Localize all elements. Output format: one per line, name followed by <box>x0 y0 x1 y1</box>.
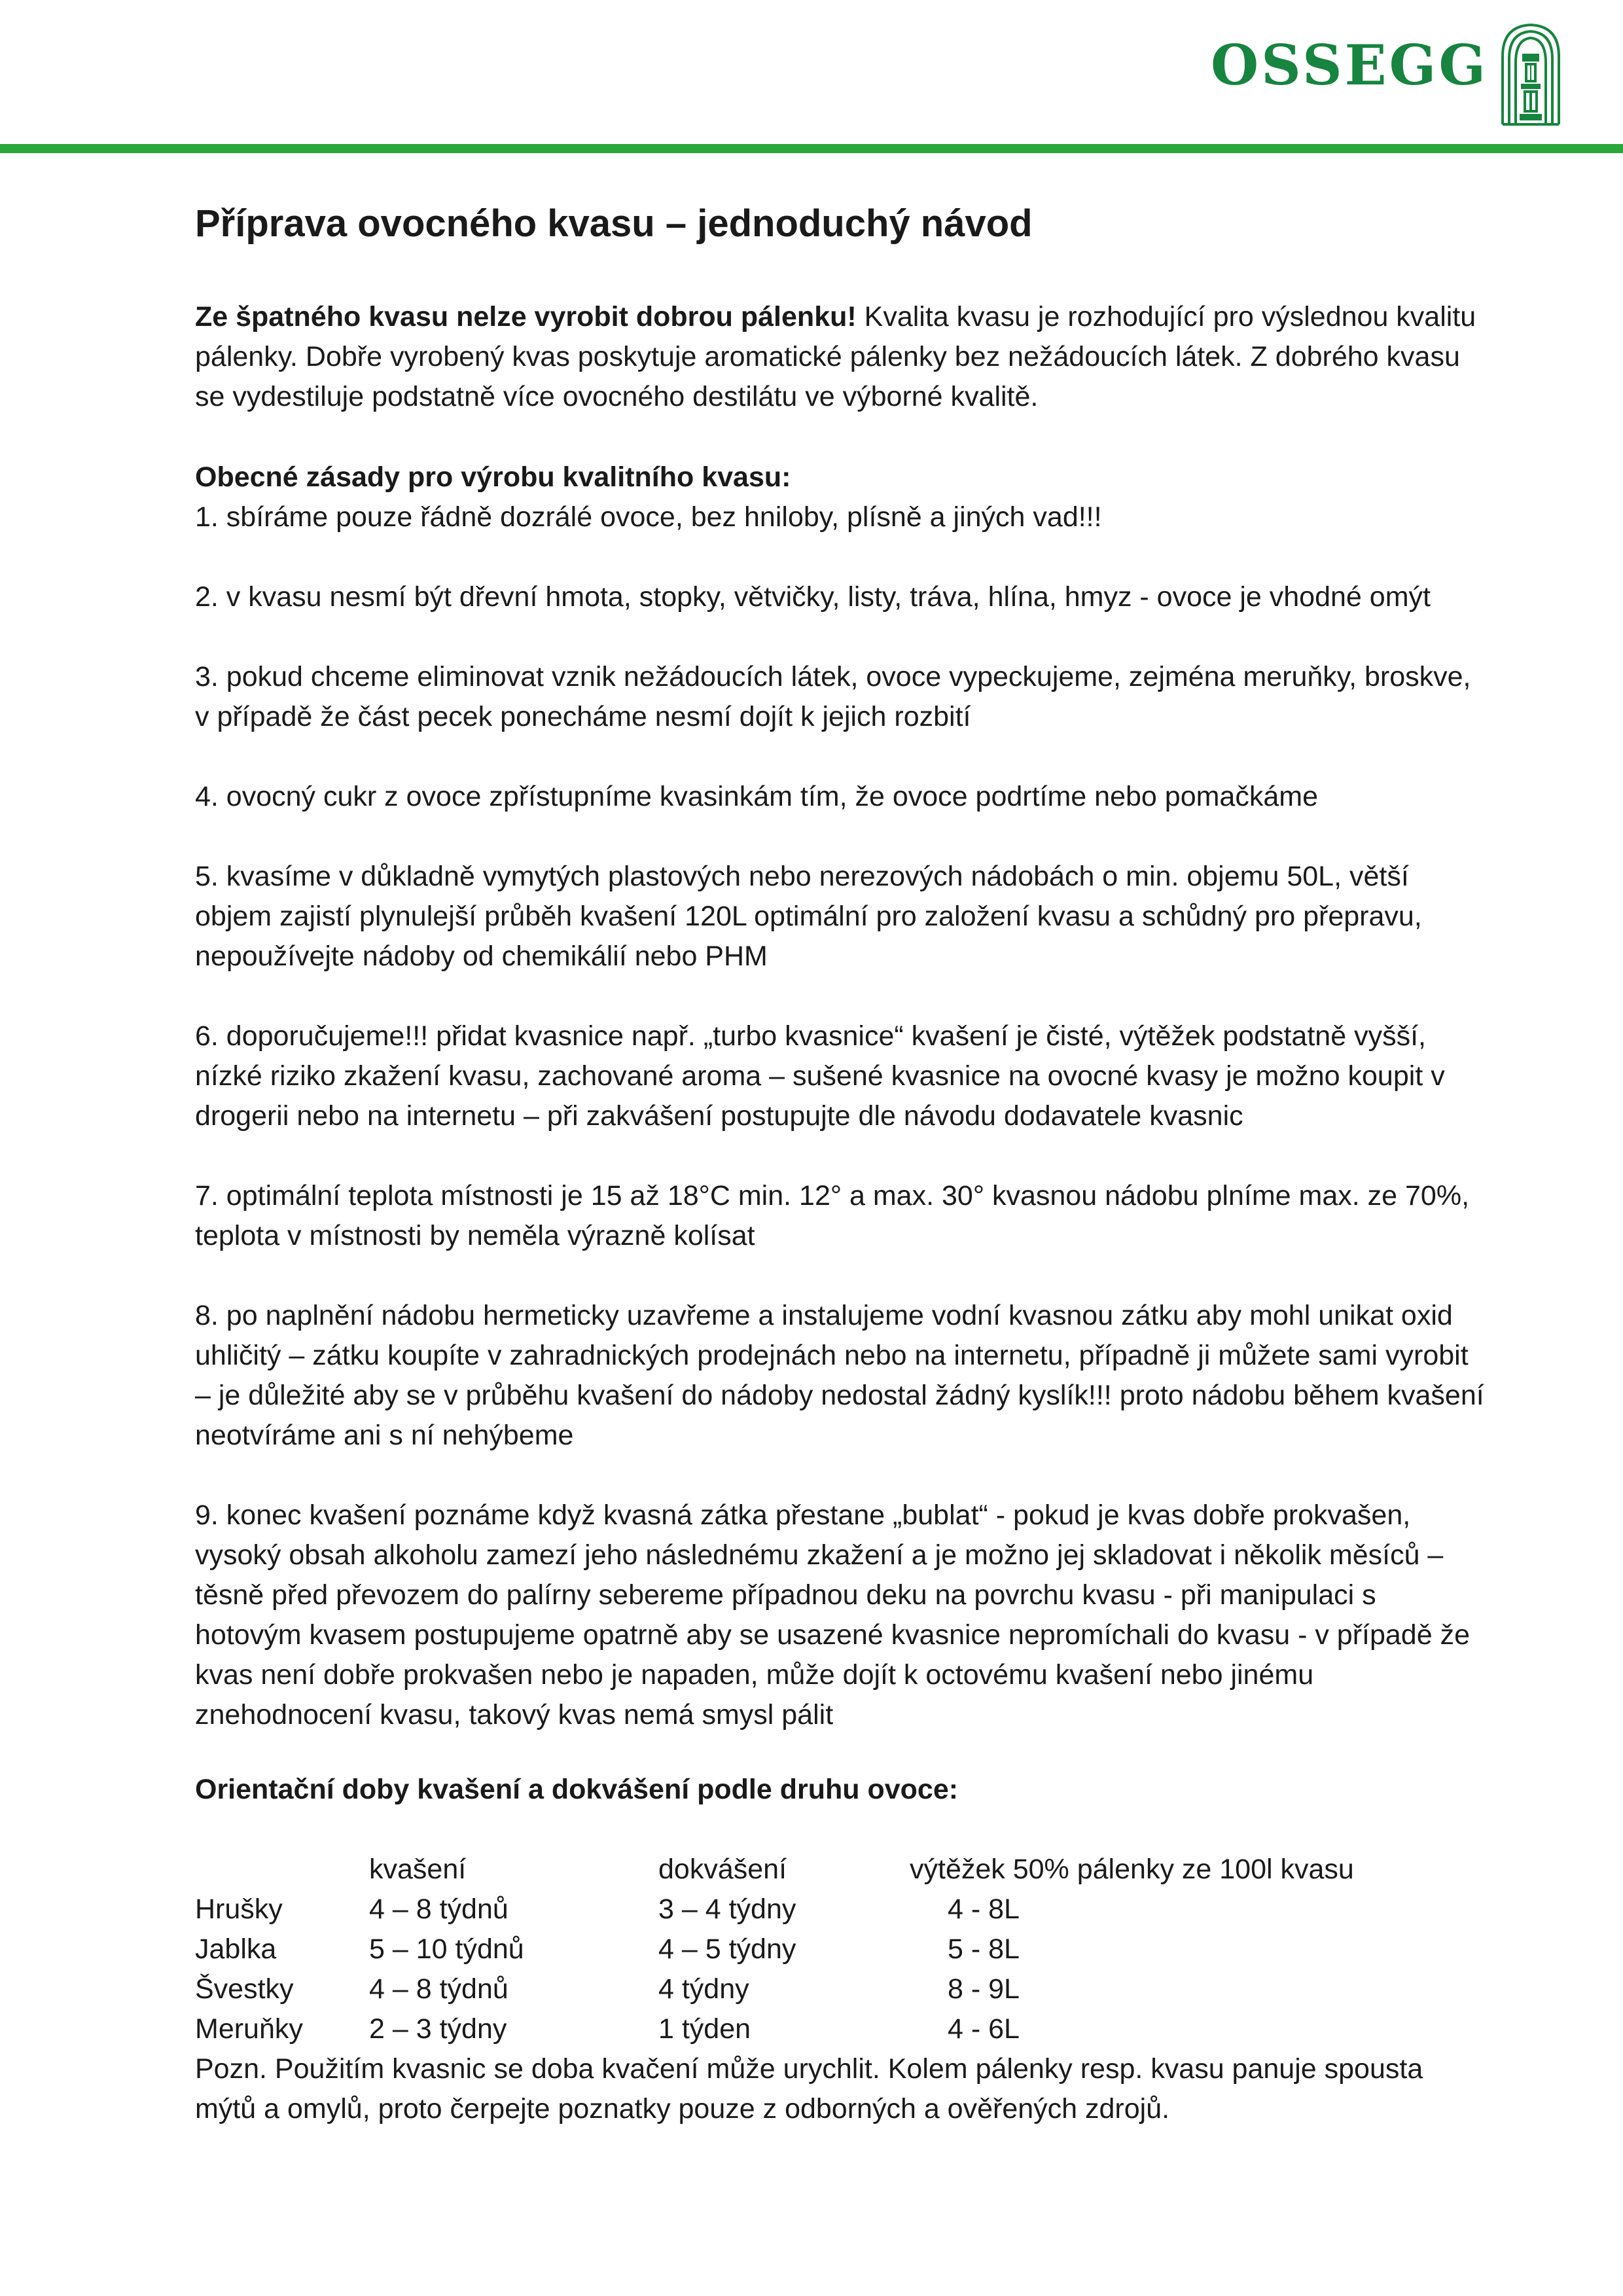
table-cell-post-fermentation: 1 týden <box>658 2013 751 2045</box>
principle-item-9: 9. konec kvašení poznáme když kvasná zátka přestane „bublat“ - pokud je kvas dobře prokvašen, vysoký obsah alkoholu zamezí jeho následnému zkažení a je možno jej skladovat i několik měsíců – těsně před převozem do palírny sebereme případnou deku na povrchu kvasu - při manipulaci s hotovým kvasem postupujeme opatrně aby se usazené kvasnice nepromíchali do kvasu - v případě že kvas není dobře prokvašen nebo je napaden, může dojít k octovému kvašení nebo jinému znehodnocení kvasu, takový kvas nemá smysl pálit <box>195 1499 1470 1731</box>
principle-item-7: 7. optimální teplota místnosti je 15 až 18°C min. 12° a max. 30° kvasnou nádobu plníme max. ze 70%, teplota v místnosti by neměla výrazně kolísat <box>195 1180 1470 1251</box>
table-row <box>195 1890 1406 1929</box>
table-cell-fermentation: 2 – 3 týdny <box>369 2013 507 2045</box>
table-header-cell: kvašení <box>369 1854 467 1885</box>
table-cell-fermentation: 4 – 8 týdnů <box>369 1893 508 1925</box>
principle-item-2: 2. v kvasu nesmí být dřevní hmota, stopky, větvičky, listy, tráva, hlína, hmyz - ovoce je vhodné omýt <box>195 581 1431 613</box>
header-green-rule <box>0 144 1623 153</box>
table-cell-yield: 8 - 9L <box>948 1973 1020 2005</box>
intro-lead: Ze špatného kvasu nelze vyrobit dobrou pálenku! <box>195 301 857 332</box>
table-header-row <box>195 1850 1406 1890</box>
principle-item-5: 5. kvasíme v důkladně vymytých plastových nebo nerezových nádobách o min. objemu 50L, větší objem zajistí plynulejší průběh kvašení 120L optimální pro založení kvasu a schůdný pro přepravu, nepoužívejte nádoby od chemikálií nebo PHM <box>195 861 1422 972</box>
page-header <box>0 0 1623 154</box>
table-cell-post-fermentation: 4 – 5 týdny <box>658 1933 796 1965</box>
table-row <box>195 2009 1406 2049</box>
footnote: Pozn. Použitím kvasnic se doba kvačení může urychlit. Kolem pálenky resp. kvasu panuje spousta mýtů a omylů, proto čerpejte poznatky pouze z odborných a ověřených zdrojů. <box>195 2053 1423 2125</box>
table-row <box>195 1929 1406 1969</box>
table-cell-fruit: Švestky <box>195 1973 294 2005</box>
table-header-cell: výtěžek 50% pálenky ze 100l kvasu <box>910 1854 1354 1885</box>
table-cell-fermentation: 4 – 8 týdnů <box>369 1973 508 2005</box>
principles-heading: Obecné zásady pro výrobu kvalitního kvasu: <box>195 461 791 493</box>
table-cell-yield: 4 - 8L <box>948 1893 1020 1925</box>
document-title: Příprava ovocného kvasu – jednoduchý návod <box>195 202 1033 245</box>
fermentation-table <box>195 1850 1406 2049</box>
table-cell-post-fermentation: 4 týdny <box>658 1973 749 2005</box>
fermentation-heading: Orientační doby kvašení a dokvášení podle druhu ovoce: <box>195 1774 959 1805</box>
table-cell-yield: 5 - 8L <box>948 1933 1020 1965</box>
principle-item-6: 6. doporučujeme!!! přidat kvasnice např. „turbo kvasnice“ kvašení je čisté, výtěžek podstatně vyšší, nízké riziko zkažení kvasu, zachované aroma – sušené kvasnice na ovocné kvasy je možno koupit v drogerii nebo na internetu – při zakvášení postupujte dle návodu dodavatele kvasnic <box>195 1020 1445 1132</box>
table-cell-yield: 4 - 6L <box>948 2013 1020 2045</box>
principle-item-4: 4. ovocný cukr z ovoce zpřístupníme kvasinkám tím, že ovoce podrtíme nebo pomačkáme <box>195 781 1318 812</box>
table-cell-fruit: Meruňky <box>195 2013 303 2045</box>
brand-name: OSSEGG <box>1211 33 1489 98</box>
table-cell-fruit: Hrušky <box>195 1893 283 1925</box>
table-header-cell <box>195 1850 369 1890</box>
table-cell-fermentation: 5 – 10 týdnů <box>369 1933 524 1965</box>
principle-item-3: 3. pokud chceme eliminovat vznik nežádoucích látek, ovoce vypeckujeme, zejména meruňky, broskve, v případě že část pecek ponecháme nesmí dojít k jejich rozbití <box>195 661 1471 732</box>
principle-item-1: 1. sbíráme pouze řádně dozrálé ovoce, bez hniloby, plísně a jiných vad!!! <box>195 501 1102 533</box>
document-body <box>195 196 1484 2129</box>
table-row <box>195 1969 1406 2009</box>
principle-item-8: 8. po naplnění nádobu hermeticky uzavřeme a instalujeme vodní kvasnou zátku aby mohl unikat oxid uhličitý – zátku koupíte v zahradnických prodejnách nebo na internetu, případně ji můžete sami vyrobit – je důležité aby se v průběhu kvašení do nádoby nedostal žádný kyslík!!! proto nádobu během kvašení neotvíráme ani s ní nehýbeme <box>195 1300 1484 1451</box>
table-cell-fruit: Jablka <box>195 1933 277 1965</box>
intro-paragraph <box>195 297 1484 417</box>
intro-text: Kvalita kvasu je rozhodující pro výslednou kvalitu pálenky. Dobře vyrobený kvas poskytuje aromatické pálenky bez nežádoucích látek. Z dobrého kvasu se vydestiluje podstatně více ovocného destilátu ve výborné kvalitě. <box>195 301 1476 412</box>
table-cell-post-fermentation: 3 – 4 týdny <box>658 1893 796 1925</box>
ossegg-building-logo-icon <box>1499 22 1563 126</box>
principles-list <box>195 497 1484 1735</box>
table-header-cell: dokvášení <box>658 1854 787 1885</box>
